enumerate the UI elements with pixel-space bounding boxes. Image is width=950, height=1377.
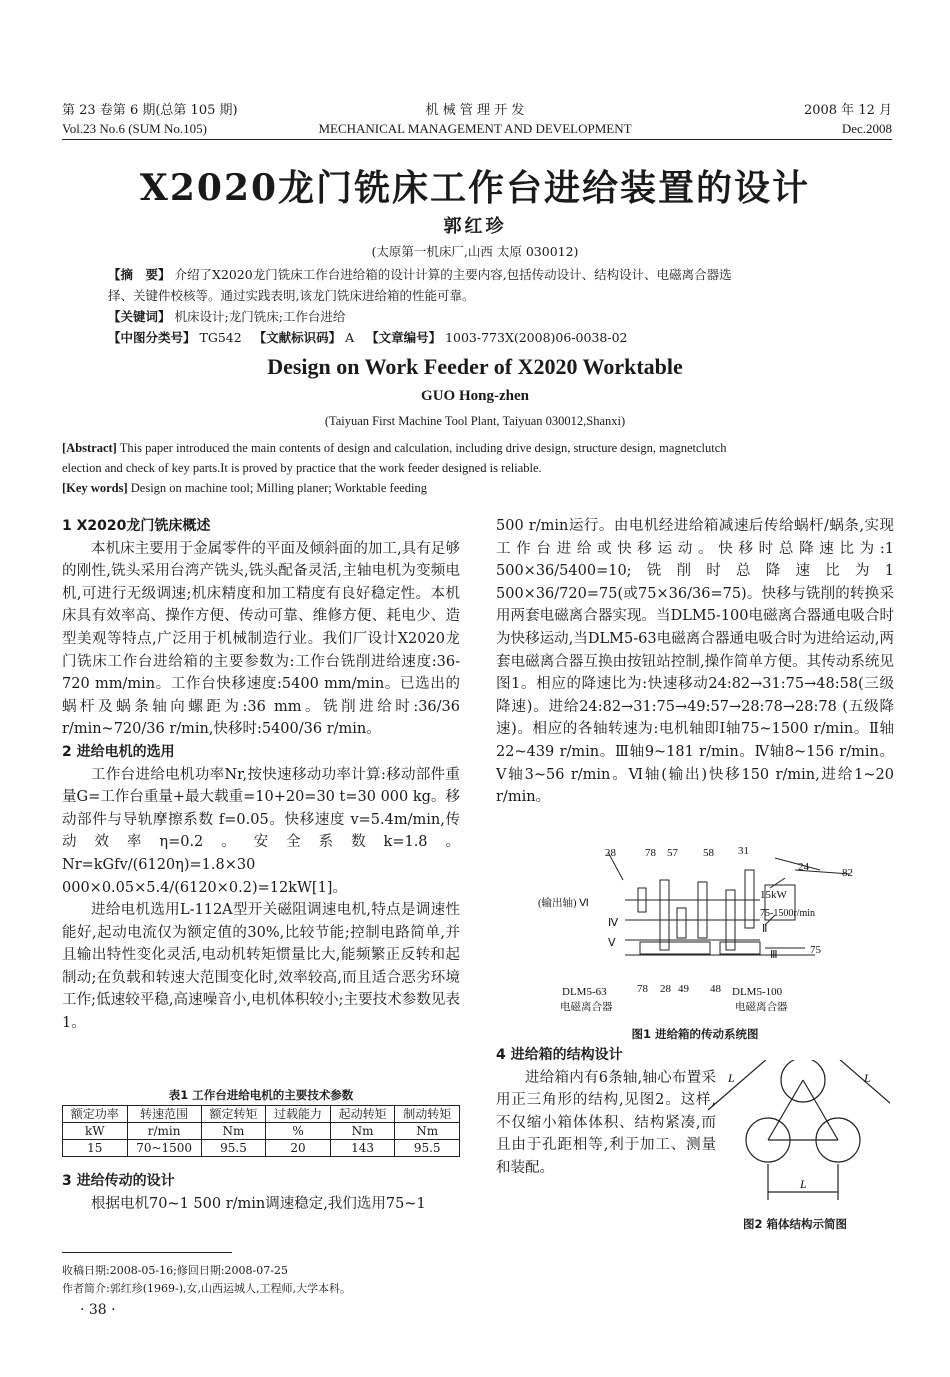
fig1-num-82: 82 bbox=[842, 867, 853, 879]
table-cell: 过载能力 bbox=[266, 1106, 331, 1123]
fig1-clutch-left-desc: 电磁离合器 bbox=[560, 1002, 613, 1013]
affiliation-cn: (太原第一机床厂,山西 太原 030012) bbox=[371, 244, 579, 259]
table-cell: 额定功率 bbox=[63, 1106, 128, 1123]
abstract-cn-label: 【摘 要】 bbox=[108, 267, 171, 282]
fig1-power: 15kW bbox=[760, 889, 787, 901]
fig1-axis-iii: Ⅲ bbox=[770, 949, 778, 961]
issue-cn: 第 23 卷第 6 期(总第 105 期) bbox=[62, 103, 238, 118]
table-cell: 起动转矩 bbox=[330, 1106, 395, 1123]
table-cell: 制动转矩 bbox=[395, 1106, 460, 1123]
article-label: 【文章编号】 bbox=[366, 330, 442, 345]
class-label: 【中图分类号】 bbox=[108, 330, 196, 345]
fig1-output-label: (输出轴) Ⅵ bbox=[538, 898, 589, 909]
fig1-num-78: 78 bbox=[645, 847, 656, 859]
fig1-clutch-right-desc: 电磁离合器 bbox=[735, 1002, 788, 1013]
fig1-num-78b: 78 bbox=[637, 983, 648, 995]
abstract-en-label: [Abstract] bbox=[62, 441, 117, 455]
abstract-en-line2: election and check of key parts.It is proved by practice that the work feeder designed is reliable. bbox=[62, 461, 542, 475]
figure1-diagram bbox=[530, 840, 860, 1020]
table-cell: Nm bbox=[395, 1123, 460, 1140]
table-cell: 转速范围 bbox=[127, 1106, 201, 1123]
fig1-speed: 75-1500r/min bbox=[760, 908, 815, 919]
section2-text1: 工作台进给电机功率Nr,按快速移动功率计算:移动部件重量G=工作台重量+最大载重=10+20=30 t=30 000 kg。移动部件与导轨摩擦系数 f=0.05。快移速度 v=5.4m/min,传动效率η=0.2。安全系数k=1.8。Nr=kGfv/(6120η)=1.8×30 000×0.05×5.4/(6120×0.2)=12kW[1]。 bbox=[62, 766, 460, 896]
footer-received: 收稿日期:2008-05-16;修回日期:2008-07-25 bbox=[62, 1264, 288, 1277]
table-cell: 20 bbox=[266, 1140, 331, 1157]
section2-text2: 进给电机选用L-112A型开关磁阻调速电机,特点是调速性能好,起动电流仅为额定值的30%,比较节能;控制电路简单,并且输出特性变化灵活,电动机转矩惯量比大,能频繁正反转和起制动;在负载和转速大范围变化时,效率较高,而且适合恶劣环境工作;低速较平稳,高速噪音小,电机体积较小;主要技术参数见表1。 bbox=[62, 902, 460, 1032]
fig2-label-right: L bbox=[864, 1071, 871, 1085]
abstract-en-line1: This paper introduced the main contents of design and calculation, including drive design, structure design, magnetclutch bbox=[116, 441, 727, 455]
fig2-label-bottom: L bbox=[800, 1177, 807, 1191]
abstract-cn-line2: 择、关键件校核等。通过实践表明,该龙门铣床进给箱的性能可靠。 bbox=[108, 288, 475, 303]
fig1-num-49: 49 bbox=[678, 983, 689, 995]
table-cell: 额定转矩 bbox=[201, 1106, 266, 1123]
class-value: TG542 bbox=[199, 330, 242, 345]
table-cell: Nm bbox=[330, 1123, 395, 1140]
header-rule bbox=[62, 139, 892, 140]
journal-en: MECHANICAL MANAGEMENT AND DEVELOPMENT bbox=[318, 121, 632, 136]
keywords-en-label: [Key words] bbox=[62, 481, 128, 495]
fig1-num-75: 75 bbox=[810, 944, 821, 956]
table-cell: kW bbox=[63, 1123, 128, 1140]
fig1-num-57: 57 bbox=[667, 847, 678, 859]
table-cell: Nm bbox=[201, 1123, 266, 1140]
table1-header-row bbox=[63, 1106, 460, 1123]
author-cn: 郭红珍 bbox=[443, 216, 507, 237]
section4-text: 进给箱内有6条轴,轴心布置采用正三角形的结构,见图2。这样,不仅缩小箱体体积、结构紧凑,而且由于孔距相等,利于加工、测量和装配。 bbox=[496, 1069, 716, 1176]
table1-data-row bbox=[63, 1140, 460, 1157]
figure2-diagram bbox=[700, 1060, 890, 1210]
section3-heading: 3 进给传动的设计 bbox=[62, 1173, 175, 1189]
doc-label: 【文献标识码】 bbox=[253, 330, 342, 345]
table1-caption: 表1 工作台进给电机的主要技术参数 bbox=[168, 1088, 354, 1102]
fig1-num-28b: 28 bbox=[660, 983, 671, 995]
journal-cn: 机 械 管 理 开 发 bbox=[425, 103, 525, 118]
figure2-caption: 图2 箱体结构示简图 bbox=[742, 1217, 847, 1231]
table-cell: % bbox=[266, 1123, 331, 1140]
table-cell: 95.5 bbox=[395, 1140, 460, 1157]
doc-value: A bbox=[345, 330, 355, 345]
page-number: · 38 · bbox=[80, 1302, 116, 1318]
footer-bio: 作者简介:郭红珍(1969-),女,山西运城人,工程师,大学本科。 bbox=[62, 1282, 351, 1295]
fig1-num-28: 28 bbox=[605, 847, 616, 859]
affiliation-en: (Taiyuan First Machine Tool Plant, Taiyuan 030012,Shanxi) bbox=[324, 414, 626, 428]
author-en: GUO Hong-zhen bbox=[421, 388, 529, 404]
fig1-axis-iv: Ⅳ bbox=[608, 917, 619, 929]
table-cell: r/min bbox=[127, 1123, 201, 1140]
footnote-rule bbox=[62, 1252, 232, 1253]
fig1-num-31: 31 bbox=[738, 845, 749, 857]
fig1-num-48: 48 bbox=[710, 983, 721, 995]
issue-en: Vol.23 No.6 (SUM No.105) bbox=[62, 121, 207, 136]
figure1-caption: 图1 进给箱的传动系统图 bbox=[631, 1027, 759, 1041]
left-column bbox=[62, 515, 460, 1035]
date-cn: 2008 年 12 月 bbox=[803, 103, 892, 118]
section4 bbox=[496, 1044, 716, 1180]
fig1-clutch-right: DLM5-100 bbox=[732, 986, 783, 998]
fig1-clutch-left: DLM5-63 bbox=[562, 986, 607, 998]
abstract-cn-line1: 介绍了X2020龙门铣床工作台进给箱的设计计算的主要内容,包括传动设计、结构设计、电磁离合器选 bbox=[174, 267, 732, 282]
abstract-cn bbox=[108, 264, 868, 348]
fig1-num-58: 58 bbox=[703, 847, 714, 859]
table1 bbox=[62, 1105, 460, 1157]
keywords-cn-label: 【关键词】 bbox=[108, 309, 171, 324]
section2-heading: 2 进给电机的选用 bbox=[62, 743, 175, 760]
title-cn: X2020龙门铣床工作台进给装置的设计 bbox=[139, 167, 811, 209]
table1-unit-row bbox=[63, 1123, 460, 1140]
fig1-axis-ii: Ⅱ bbox=[762, 923, 768, 935]
fig1-axis-v: Ⅴ bbox=[608, 937, 616, 949]
keywords-cn: 机床设计;龙门铣床;工作台进给 bbox=[174, 309, 346, 324]
section4-heading: 4 进给箱的结构设计 bbox=[496, 1047, 623, 1063]
section3-text: 根据电机70~1 500 r/min调速稳定,我们选用75~1 bbox=[91, 1195, 426, 1212]
right-column bbox=[496, 515, 894, 809]
table-cell: 15 bbox=[63, 1140, 128, 1157]
table-cell: 70~1500 bbox=[127, 1140, 201, 1157]
table-cell: 143 bbox=[330, 1140, 395, 1157]
keywords-en: Design on machine tool; Milling planer; Worktable feeding bbox=[127, 481, 428, 495]
section1-text: 本机床主要用于金属零件的平面及倾斜面的加工,具有足够的刚性,铣头采用台湾产铣头,铣头配备灵活,主轴电机为变频电机,可进行无级调速;机床精度和加工精度有良好稳定性。本机床具有效率高、操作方便、传动可靠、维修方便、耗电少、造型美观等特点,广泛用于机械制造行业。我们厂设计X2020龙门铣床工作台进给箱的主要参数为:工作台铣削进给速度:36-720 mm/min。工作台快移速度:5400 mm/min。已选出的蜗杆及蜗条轴向螺距为:36 mm。铣削进给时:36/36 r/min~720/36 r/min,快移时:5400/36 r/min。 bbox=[62, 540, 460, 738]
section1-heading: 1 X2020龙门铣床概述 bbox=[62, 518, 211, 534]
fig2-label-left: L bbox=[728, 1071, 735, 1085]
left-column-bottom bbox=[62, 1170, 460, 1215]
abstract-en bbox=[62, 438, 892, 498]
table-cell: 95.5 bbox=[201, 1140, 266, 1157]
title-en: Design on Work Feeder of X2020 Worktable bbox=[267, 354, 683, 379]
fig1-num-24: 24 bbox=[798, 861, 809, 873]
right-text: 500 r/min运行。由电机经进给箱减速后传给蜗杆/蜗条,实现工作台进给或快移运动。快移时总降速比为:1 500×36/5400=10;铣削时总降速比为1 500×36/720=75(或75×36/36=75)。快移与铣削的转换采用两套电磁离合器实现。当DLM5-100电磁离合器通电吸合时为快移运动,当DLM5-63电磁离合器通电吸合时为进给运动,两套电磁离合器互换由按钮站控制,操作简单方便。其传动系统见图1。相应的降速比为:快速移动24:82→31:75→48:58(三级降速)。进给24:82→31:75→49:57→28:78→28:78 (五级降速)。相应的各轴转速为:电机轴即Ⅰ轴75~1500 r/min。Ⅱ轴22~439 r/min。Ⅲ轴9~181 r/min。Ⅳ轴8~156 r/min。Ⅴ轴3~56 r/min。Ⅵ轴(输出)快移150 r/min,进给1~20 r/min。 bbox=[496, 518, 894, 806]
date-en: Dec.2008 bbox=[841, 121, 892, 136]
article-value: 1003-773X(2008)06-0038-02 bbox=[445, 330, 628, 345]
